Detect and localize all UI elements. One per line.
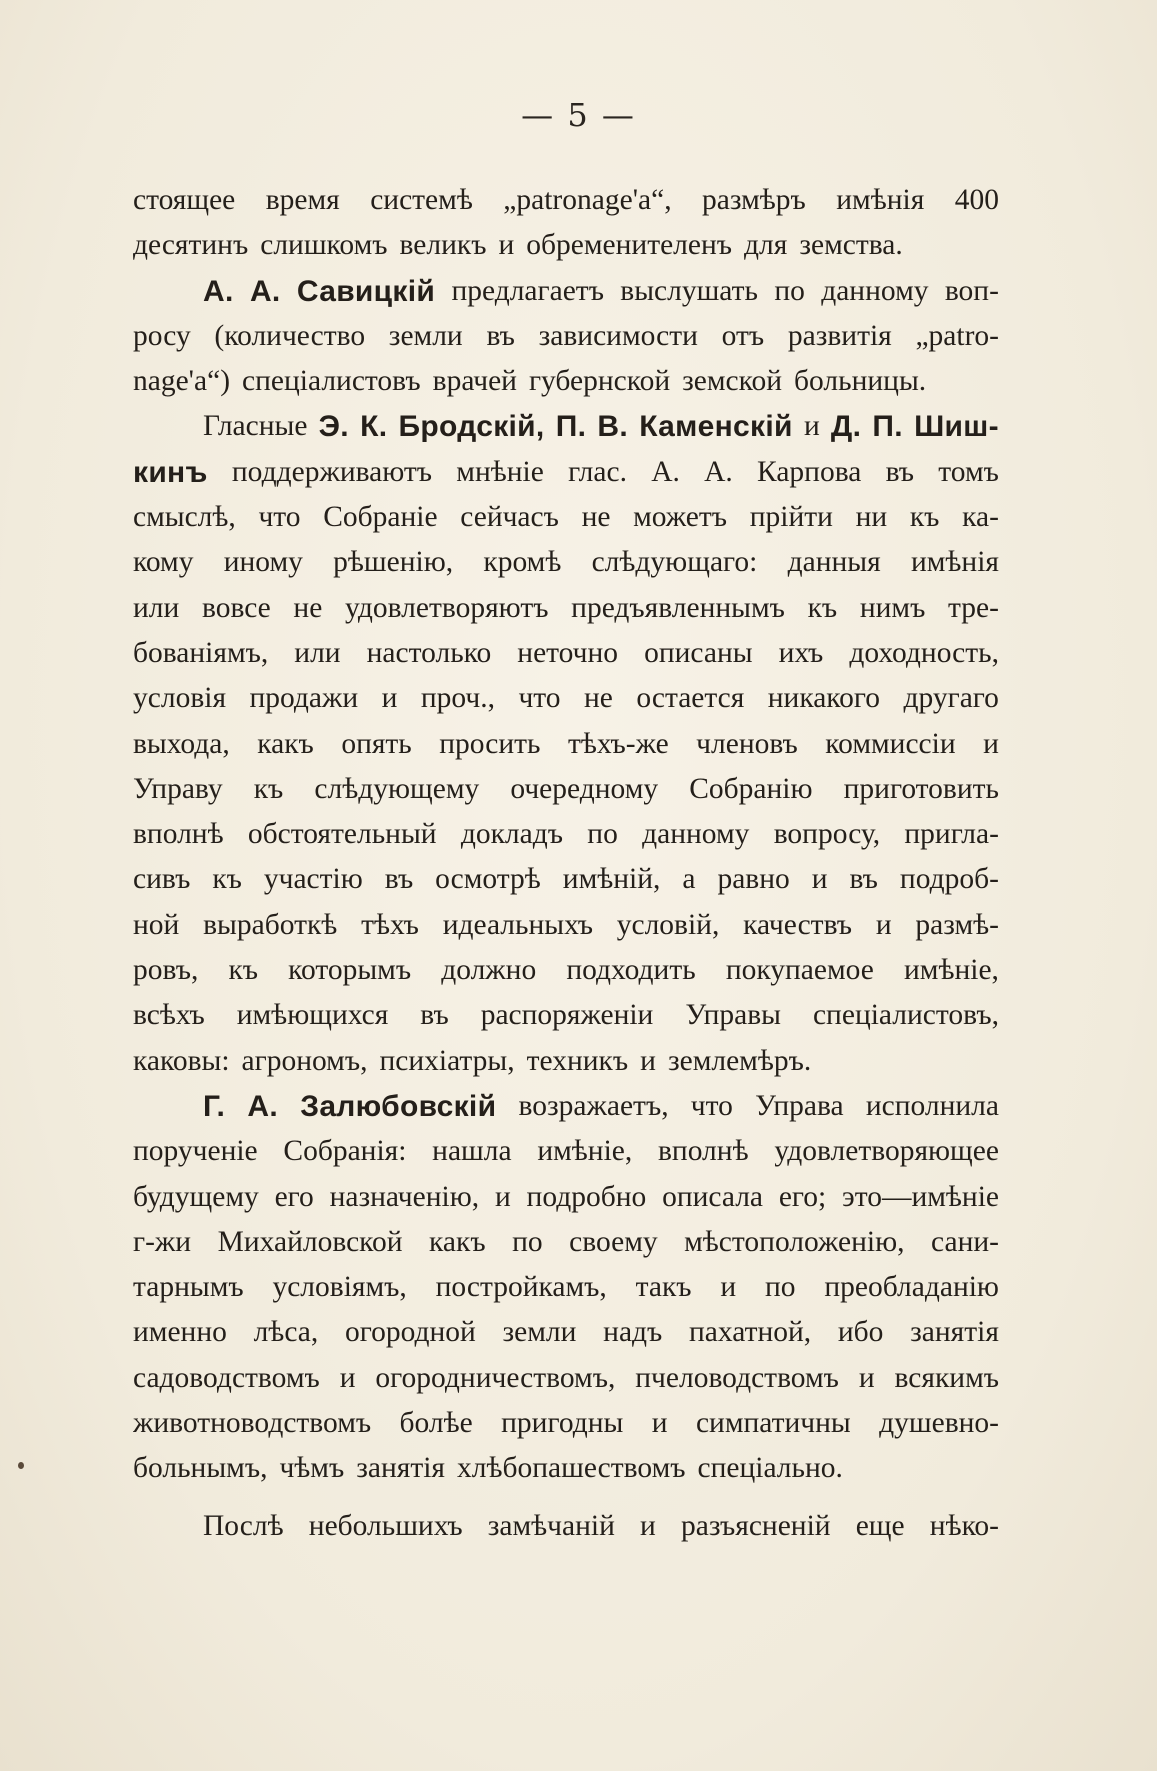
speaker-name-word: В. — [597, 410, 629, 444]
text-line — [133, 993, 999, 1038]
word: постройкамъ, — [435, 1271, 607, 1304]
word: въ — [849, 863, 878, 896]
word: Управу — [133, 772, 223, 805]
word: не — [584, 682, 613, 715]
word: удовлетворяющее — [774, 1135, 999, 1168]
text-line — [133, 540, 999, 585]
word: занятія — [910, 1316, 999, 1349]
word: развитія — [787, 319, 892, 352]
word: а — [682, 863, 696, 896]
word: огородной — [344, 1316, 476, 1349]
word: Управа — [755, 1089, 844, 1122]
word: обстоятельный — [247, 818, 437, 851]
word: спеціалистовъ, — [812, 999, 999, 1032]
word: предъявленнымъ — [571, 591, 785, 624]
word: условій, — [616, 908, 720, 941]
word: имѣющихся — [236, 999, 389, 1032]
paragraph-gap — [133, 1492, 999, 1504]
word: другаго — [903, 682, 999, 715]
word: покупаемое — [725, 954, 874, 987]
word: къ — [909, 501, 940, 534]
word: какъ — [429, 1225, 486, 1258]
word: Гласные — [203, 410, 308, 443]
word: губернской — [528, 365, 671, 398]
word: Управы — [685, 999, 781, 1032]
word: земской — [682, 365, 783, 398]
word: тре- — [948, 591, 999, 624]
text-line — [133, 1504, 999, 1549]
word: Михайловской — [217, 1225, 403, 1258]
word: глас. — [568, 455, 627, 488]
text-line — [133, 722, 999, 767]
word: коммиссіи — [825, 727, 956, 760]
word: нѣко- — [929, 1509, 999, 1542]
text-line — [133, 269, 999, 314]
speaker-name-word: П. — [555, 410, 587, 444]
word: своему — [569, 1225, 658, 1258]
word: по — [512, 1225, 543, 1258]
word: хлѣбопашествомъ — [457, 1452, 686, 1485]
word: въ — [384, 863, 414, 896]
word: всѣхъ — [133, 999, 205, 1032]
word: распоряженіи — [480, 999, 654, 1032]
word: идеальныхъ — [442, 908, 593, 941]
text-line — [133, 812, 999, 857]
word: подробно — [526, 1180, 647, 1213]
word: 400 — [954, 184, 999, 216]
word: должно — [441, 954, 537, 987]
word: прійти — [749, 501, 833, 534]
word: nage'а“) — [133, 365, 231, 398]
word: участію — [263, 863, 363, 896]
word: каковы: — [133, 1044, 230, 1077]
text-line — [133, 1129, 999, 1174]
word: мнѣніе — [456, 455, 544, 488]
text-line — [133, 903, 999, 948]
word: предлагаетъ — [451, 274, 604, 307]
word: его — [274, 1180, 314, 1213]
body-text — [133, 178, 999, 1549]
word: въ — [885, 455, 915, 488]
word: приготовить — [843, 772, 999, 805]
word: данныя — [787, 546, 881, 579]
word: условія — [133, 682, 227, 715]
word: психіатры, — [379, 1044, 515, 1077]
word: врачей — [432, 365, 517, 398]
word: его; — [778, 1180, 827, 1213]
word: сивъ — [133, 863, 191, 896]
word: къ — [212, 863, 242, 896]
word: докладъ — [460, 818, 564, 851]
word: неточно — [517, 636, 619, 669]
word: спеціалистовъ — [242, 365, 421, 398]
word: надъ — [603, 1316, 663, 1349]
word: осмотрѣ — [435, 863, 541, 896]
word: пригодны — [501, 1407, 624, 1440]
speaker-name-word: Шиш- — [914, 410, 999, 444]
speaker-name-word: П. — [872, 410, 903, 444]
word: и — [640, 1044, 656, 1077]
word: или — [133, 591, 180, 624]
word: пахатной, — [689, 1316, 812, 1349]
word: имѣніе, — [537, 1135, 633, 1168]
word: можетъ — [633, 501, 728, 534]
text-line — [133, 631, 999, 676]
word: замѣчаній — [487, 1509, 615, 1542]
text-line — [133, 1220, 999, 1265]
word: еще — [855, 1509, 905, 1542]
word: земли — [388, 319, 463, 352]
word: проч., — [420, 682, 496, 715]
word: и — [339, 1361, 356, 1394]
text-line — [133, 586, 999, 631]
word: небольшихъ — [308, 1509, 463, 1542]
word: продажи — [249, 682, 359, 715]
word: (количество — [214, 319, 366, 352]
text-line — [133, 1175, 999, 1220]
text-line — [133, 359, 999, 404]
word: разъясненій — [681, 1509, 831, 1542]
word: по — [765, 1271, 796, 1304]
word: больницы. — [794, 365, 927, 398]
word: „patronage'а“, — [503, 184, 672, 216]
word: великъ — [399, 229, 487, 262]
word: и — [640, 1509, 656, 1542]
word: спеціально. — [697, 1452, 843, 1485]
word: данному — [642, 818, 750, 851]
word: воп- — [944, 274, 999, 307]
word: и — [858, 1361, 875, 1394]
word: техникъ — [526, 1044, 629, 1077]
speaker-name-word: Каменскій — [639, 410, 793, 444]
word: къ — [253, 772, 284, 805]
word: отъ — [721, 319, 765, 352]
word: по — [587, 818, 618, 851]
word: опять — [341, 727, 412, 760]
word: зависимости — [538, 319, 698, 352]
word: настолько — [366, 636, 492, 669]
word: бованіямъ, — [133, 636, 269, 669]
word: сани- — [931, 1225, 999, 1258]
word: огородничествомъ, — [375, 1361, 616, 1394]
text-line — [133, 178, 999, 223]
word: слѣдующему — [314, 772, 480, 805]
word: выхода, — [133, 727, 230, 760]
word: что — [518, 682, 561, 715]
word: размѣ- — [915, 908, 999, 941]
word: больнымъ, — [133, 1452, 268, 1485]
word: имѣнія — [836, 184, 925, 216]
word: подходить — [566, 954, 696, 987]
word: данному — [821, 274, 929, 307]
word: Собранію — [689, 772, 813, 805]
word: „patro- — [915, 319, 999, 352]
word: порученіе — [133, 1135, 258, 1168]
word: смыслѣ, — [133, 501, 236, 534]
word: или — [294, 636, 341, 669]
word: равно — [717, 863, 790, 896]
text-line — [133, 1084, 999, 1129]
word: къ — [807, 591, 838, 624]
word: вовсе — [201, 591, 271, 624]
word: землемѣръ. — [667, 1044, 812, 1077]
word: земли — [502, 1316, 577, 1349]
word: доходность, — [849, 636, 999, 669]
word: будущему — [133, 1180, 259, 1213]
word: описаны — [644, 636, 753, 669]
word: стоящее — [133, 184, 236, 216]
word: симпатичны — [695, 1407, 851, 1440]
word: мѣстоположенію, — [684, 1225, 905, 1258]
word: выработкѣ — [203, 908, 338, 941]
word: садоводствомъ — [133, 1361, 320, 1394]
speaker-name-word: А. — [247, 1089, 279, 1123]
word: тарнымъ — [133, 1271, 244, 1304]
word: просить — [439, 727, 541, 760]
text-line — [133, 223, 999, 268]
word: пчеловодствомъ — [635, 1361, 839, 1394]
word: Собраніе — [323, 501, 438, 534]
word: душевно- — [879, 1407, 999, 1440]
word: ка- — [962, 501, 999, 534]
word: никакого — [767, 682, 881, 715]
word: въ — [486, 319, 515, 352]
word: вполнѣ — [657, 1135, 749, 1168]
word: исполнила — [865, 1089, 999, 1122]
word: вполнѣ — [133, 818, 224, 851]
word: назначенію, — [329, 1180, 480, 1213]
word: выслушать — [620, 274, 758, 307]
text-line — [133, 1446, 999, 1491]
text-line — [133, 1310, 999, 1355]
speaker-name-word: А. — [249, 274, 281, 308]
word: къ — [228, 954, 259, 987]
word: болѣе — [399, 1407, 473, 1440]
text-line — [133, 404, 999, 449]
text-line — [133, 767, 999, 812]
text-line — [133, 1356, 999, 1401]
word: такъ — [635, 1271, 692, 1304]
word: въ — [420, 999, 449, 1032]
word: всякимъ — [894, 1361, 999, 1394]
word: слишкомъ — [260, 229, 388, 262]
word: занятія — [356, 1452, 445, 1485]
word: Карпова — [757, 455, 862, 488]
word: поддерживаютъ — [231, 455, 433, 488]
word: не — [581, 501, 611, 534]
word: росу — [133, 319, 191, 352]
word: нашла — [432, 1135, 512, 1168]
word: именно — [133, 1316, 227, 1349]
word: ровъ, — [133, 954, 199, 987]
text-line — [133, 857, 999, 902]
speaker-name-word: кинъ — [133, 455, 208, 489]
text-line — [133, 1265, 999, 1310]
word: имѣніе, — [903, 954, 999, 987]
word: чѣмъ — [279, 1452, 345, 1485]
text-line — [133, 314, 999, 359]
word: возражаетъ, — [518, 1089, 669, 1122]
word: это—имѣніе — [842, 1180, 999, 1213]
text-line — [133, 450, 999, 495]
word: имѣнія — [910, 546, 999, 579]
word: условіямъ, — [272, 1271, 407, 1304]
word: системѣ — [370, 184, 473, 216]
word: и — [651, 1407, 668, 1440]
word: и — [498, 229, 515, 262]
word: и — [875, 908, 892, 941]
speaker-name-word: Залюбовскій — [300, 1089, 497, 1123]
word: преобладанію — [824, 1271, 999, 1304]
word: лѣса, — [253, 1316, 319, 1349]
word: имѣній, — [562, 863, 661, 896]
word: А. — [704, 455, 733, 488]
text-line — [133, 676, 999, 721]
word: удовлетворяютъ — [344, 591, 549, 624]
word: и — [494, 1180, 511, 1213]
word: и — [720, 1271, 737, 1304]
text-line — [133, 948, 999, 993]
speaker-name-word: Г. — [203, 1089, 226, 1123]
word: тѣхъ — [361, 908, 419, 941]
word: какъ — [257, 727, 314, 760]
speaker-name-word: Бродскій, — [398, 410, 545, 444]
word: слѣдующаго: — [591, 546, 758, 579]
word: ни — [855, 501, 888, 534]
word: описала — [662, 1180, 764, 1213]
page-number: — 5 — — [521, 96, 636, 134]
word: остается — [636, 682, 745, 715]
text-line — [133, 1401, 999, 1446]
word: для — [744, 229, 788, 262]
word: Послѣ — [203, 1509, 284, 1542]
speaker-name-word: А. — [203, 274, 234, 308]
word: животноводствомъ — [133, 1407, 372, 1440]
word: членовъ — [696, 727, 798, 760]
word: обременителенъ — [526, 229, 733, 262]
word: ибо — [837, 1316, 884, 1349]
word: сейчасъ — [460, 501, 559, 534]
word: кромѣ — [483, 546, 562, 579]
word: пригла- — [904, 818, 999, 851]
word: вопросу, — [773, 818, 881, 851]
word: которымъ — [288, 954, 412, 987]
word: иному — [223, 546, 303, 579]
word: и — [983, 727, 999, 760]
speaker-name-word: Савицкій — [296, 274, 436, 308]
word: ной — [133, 908, 180, 941]
word: земства. — [799, 229, 903, 262]
word: очередному — [510, 772, 659, 805]
word: и — [803, 410, 820, 443]
word: ихъ — [778, 636, 824, 669]
word: размѣръ — [702, 184, 806, 216]
speaker-name-word: К. — [360, 410, 388, 444]
word: Собранія: — [283, 1135, 407, 1168]
word: томъ — [938, 455, 999, 488]
word: десятинъ — [133, 229, 249, 262]
word: подроб- — [899, 863, 999, 896]
word: и — [811, 863, 828, 896]
word: по — [774, 274, 805, 307]
word: не — [293, 591, 323, 624]
speaker-name-word: Э. — [318, 410, 349, 444]
word: нимъ — [859, 591, 926, 624]
text-line — [133, 495, 999, 540]
word: рѣшенію, — [333, 546, 454, 579]
word: А. — [651, 455, 680, 488]
word: г-жи — [133, 1225, 192, 1258]
word: агрономъ, — [241, 1044, 368, 1077]
paper-speck — [18, 1462, 24, 1469]
word: кому — [133, 546, 194, 579]
word: тѣхъ-же — [567, 727, 669, 760]
word: время — [265, 184, 340, 216]
word: что — [258, 501, 301, 534]
word: что — [690, 1089, 733, 1122]
word: качествъ — [743, 908, 853, 941]
speaker-name-word: Д. — [830, 410, 862, 444]
text-line — [133, 1039, 999, 1084]
word: и — [381, 682, 398, 715]
